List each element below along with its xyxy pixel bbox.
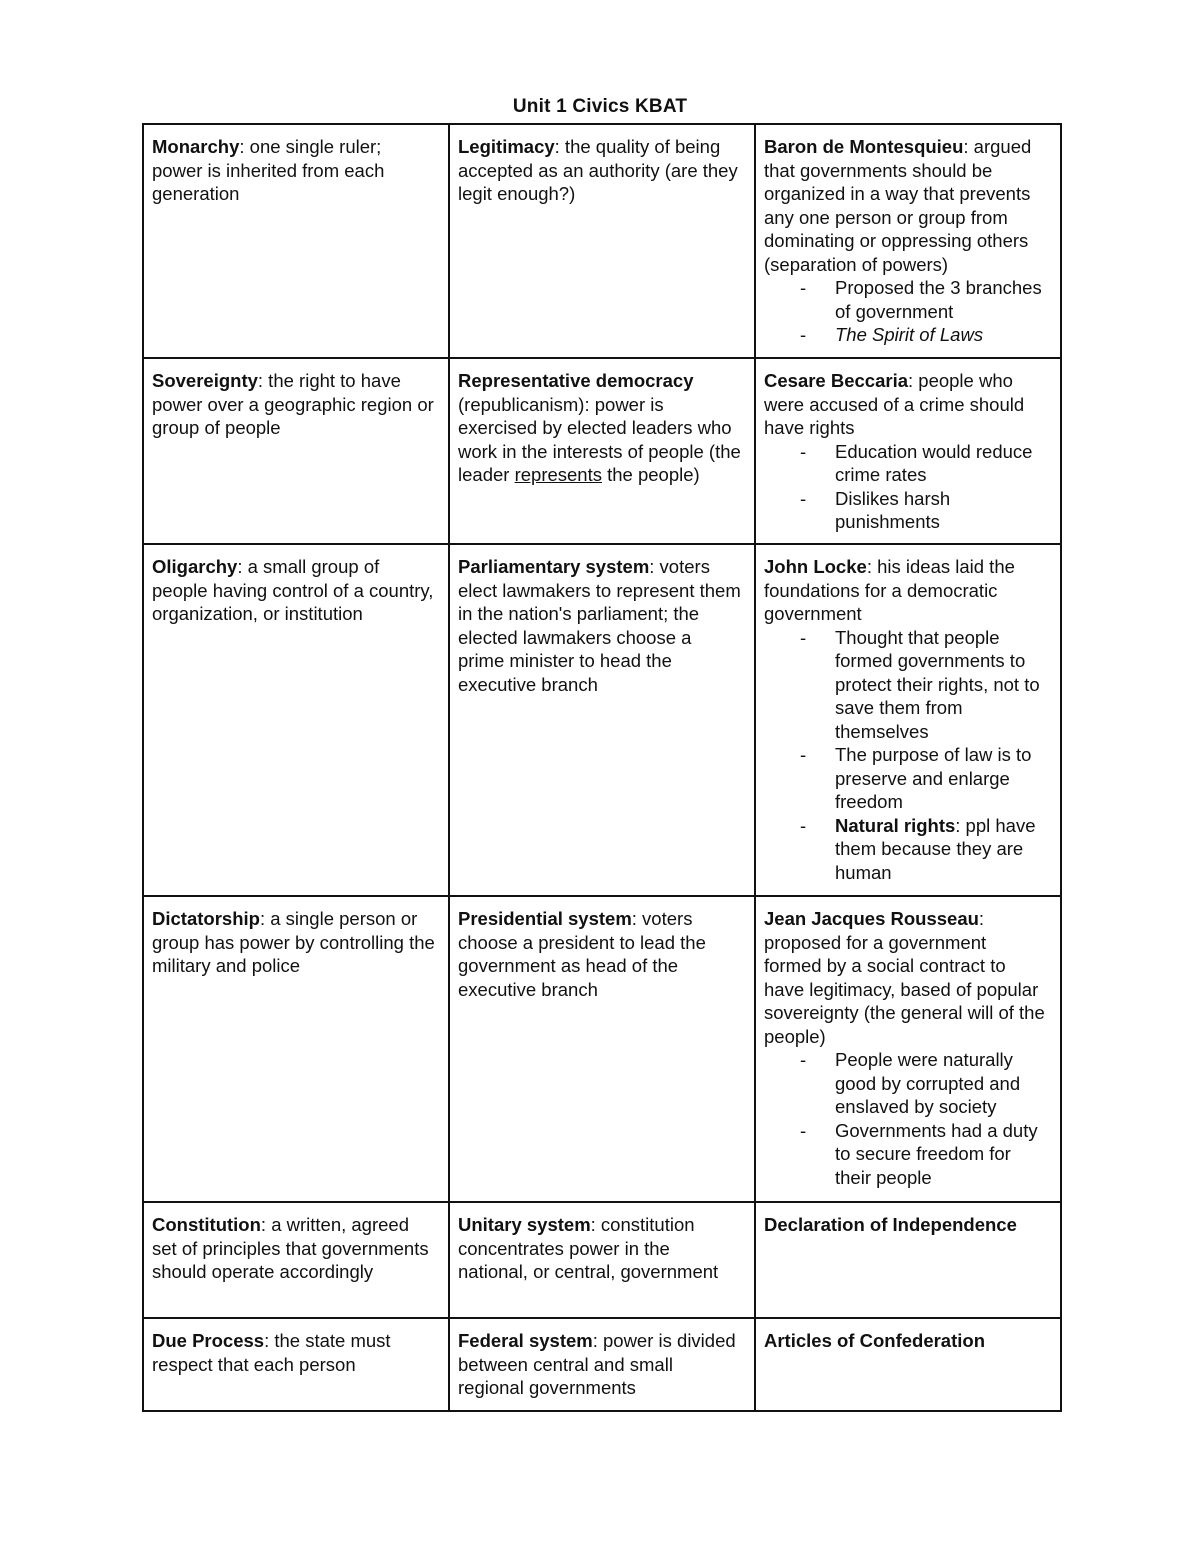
- list-item: - Proposed the 3 branches of government: [800, 277, 1042, 322]
- term: Legitimacy: [458, 136, 555, 157]
- term: Parliamentary system: [458, 556, 650, 577]
- kbat-table: [142, 123, 1062, 1412]
- definition: : voters elect lawmakers to represent them in the nation's parliament; the elected lawmakers choose a prime minister to head the executive branch: [458, 556, 741, 695]
- cell-representative-democracy: [449, 358, 755, 544]
- cell-presidential-system: [449, 896, 755, 1202]
- cell-dictatorship: [143, 896, 449, 1202]
- list-item: - The Spirit of Laws: [800, 324, 984, 345]
- cell-john-locke: [755, 544, 1061, 896]
- definition: : people who were accused of a crime should have rights: [764, 370, 1025, 438]
- bullet-list: [764, 276, 1048, 347]
- term: Sovereignty: [152, 370, 258, 391]
- definition: : a small group of people having control of a country, organization, or institution: [152, 556, 434, 624]
- list-item: - Education would reduce crime rates: [800, 440, 1033, 485]
- term: Cesare Beccaria: [764, 370, 908, 391]
- term: Presidential system: [458, 908, 632, 929]
- term: Oligarchy: [152, 556, 238, 577]
- cell-oligarchy: [143, 544, 449, 896]
- bullet-list: [764, 626, 1048, 885]
- definition: : argued that governments should be organized in a way that prevents any one person or group from dominating or oppressing others (separation of powers): [764, 136, 1032, 275]
- page-title: Unit 1 Civics KBAT: [512, 96, 688, 117]
- table-row: [143, 896, 1061, 1202]
- cell-montesquieu: [755, 124, 1061, 358]
- bullet-list: [764, 440, 1048, 534]
- table-row: [143, 1318, 1061, 1411]
- term: Constitution: [152, 1214, 261, 1235]
- cell-unitary-system: [449, 1202, 755, 1318]
- term: Declaration of Independence: [764, 1214, 1017, 1235]
- cell-beccaria: [755, 358, 1061, 544]
- definition: : proposed for a government formed by a social contract to have legitimacy, based of popular sovereignty (the general will of the people): [764, 908, 1045, 1047]
- cell-articles-of-confederation: [755, 1318, 1061, 1411]
- cell-monarchy: [143, 124, 449, 358]
- list-item: - Dislikes harsh punishments: [800, 487, 951, 532]
- table-row: [143, 544, 1061, 896]
- list-item: - Natural rights: ppl have them because they are human: [800, 814, 1036, 883]
- cell-declaration-of-independence: [755, 1202, 1061, 1318]
- table-row: [143, 124, 1061, 358]
- cell-rousseau: [755, 896, 1061, 1202]
- list-item: - Thought that people formed governments to protect their rights, not to save them from themselves: [800, 626, 1040, 742]
- definition: : constitution concentrates power in the national, or central, government: [458, 1214, 719, 1282]
- definition: : the right to have power over a geographic region or group of people: [152, 370, 434, 438]
- definition: : one single ruler; power is inherited from each generation: [152, 136, 385, 204]
- definition: : a single person or group has power by controlling the military and police: [152, 908, 435, 976]
- term: Articles of Confederation: [764, 1330, 985, 1351]
- definition: : voters choose a president to lead the government as head of the executive branch: [458, 908, 706, 1000]
- cell-parliamentary-system: [449, 544, 755, 896]
- definition: : the quality of being accepted as an authority (are they legit enough?): [458, 136, 738, 204]
- term: Monarchy: [152, 136, 240, 157]
- list-item: - People were naturally good by corrupted and enslaved by society: [800, 1049, 1021, 1117]
- term: Due Process: [152, 1330, 265, 1351]
- term: Federal system: [458, 1330, 593, 1351]
- term: Jean Jacques Rousseau: [764, 908, 979, 929]
- term: Dictatorship: [152, 908, 260, 929]
- table-row: [143, 1202, 1061, 1318]
- definition: : a written, agreed set of principles that governments should operate accordingly: [152, 1214, 429, 1282]
- cell-due-process: [143, 1318, 449, 1411]
- cell-constitution: [143, 1202, 449, 1318]
- list-item: - The purpose of law is to preserve and enlarge freedom: [800, 744, 1032, 812]
- definition: : his ideas laid the foundations for a democratic government: [764, 556, 1015, 624]
- definition-end: the people): [601, 464, 700, 485]
- underlined-word: represents: [514, 464, 602, 485]
- definition: (republicanism): power is exercised by elected leaders who work in the interests of people (the leader: [458, 393, 741, 485]
- term: Unitary system: [458, 1214, 591, 1235]
- term: Representative democracy: [458, 370, 694, 391]
- term: Baron de Montesquieu: [764, 136, 964, 157]
- bullet-list: [764, 1048, 1048, 1189]
- term: John Locke: [764, 556, 867, 577]
- definition: : the state must respect that each person: [152, 1330, 391, 1375]
- cell-sovereignty: [143, 358, 449, 544]
- definition: : power is divided between central and small regional governments: [458, 1330, 736, 1398]
- list-item: - Governments had a duty to secure freedom for their people: [800, 1119, 1038, 1188]
- cell-federal-system: [449, 1318, 755, 1411]
- cell-legitimacy: [449, 124, 755, 358]
- table-row: [143, 358, 1061, 544]
